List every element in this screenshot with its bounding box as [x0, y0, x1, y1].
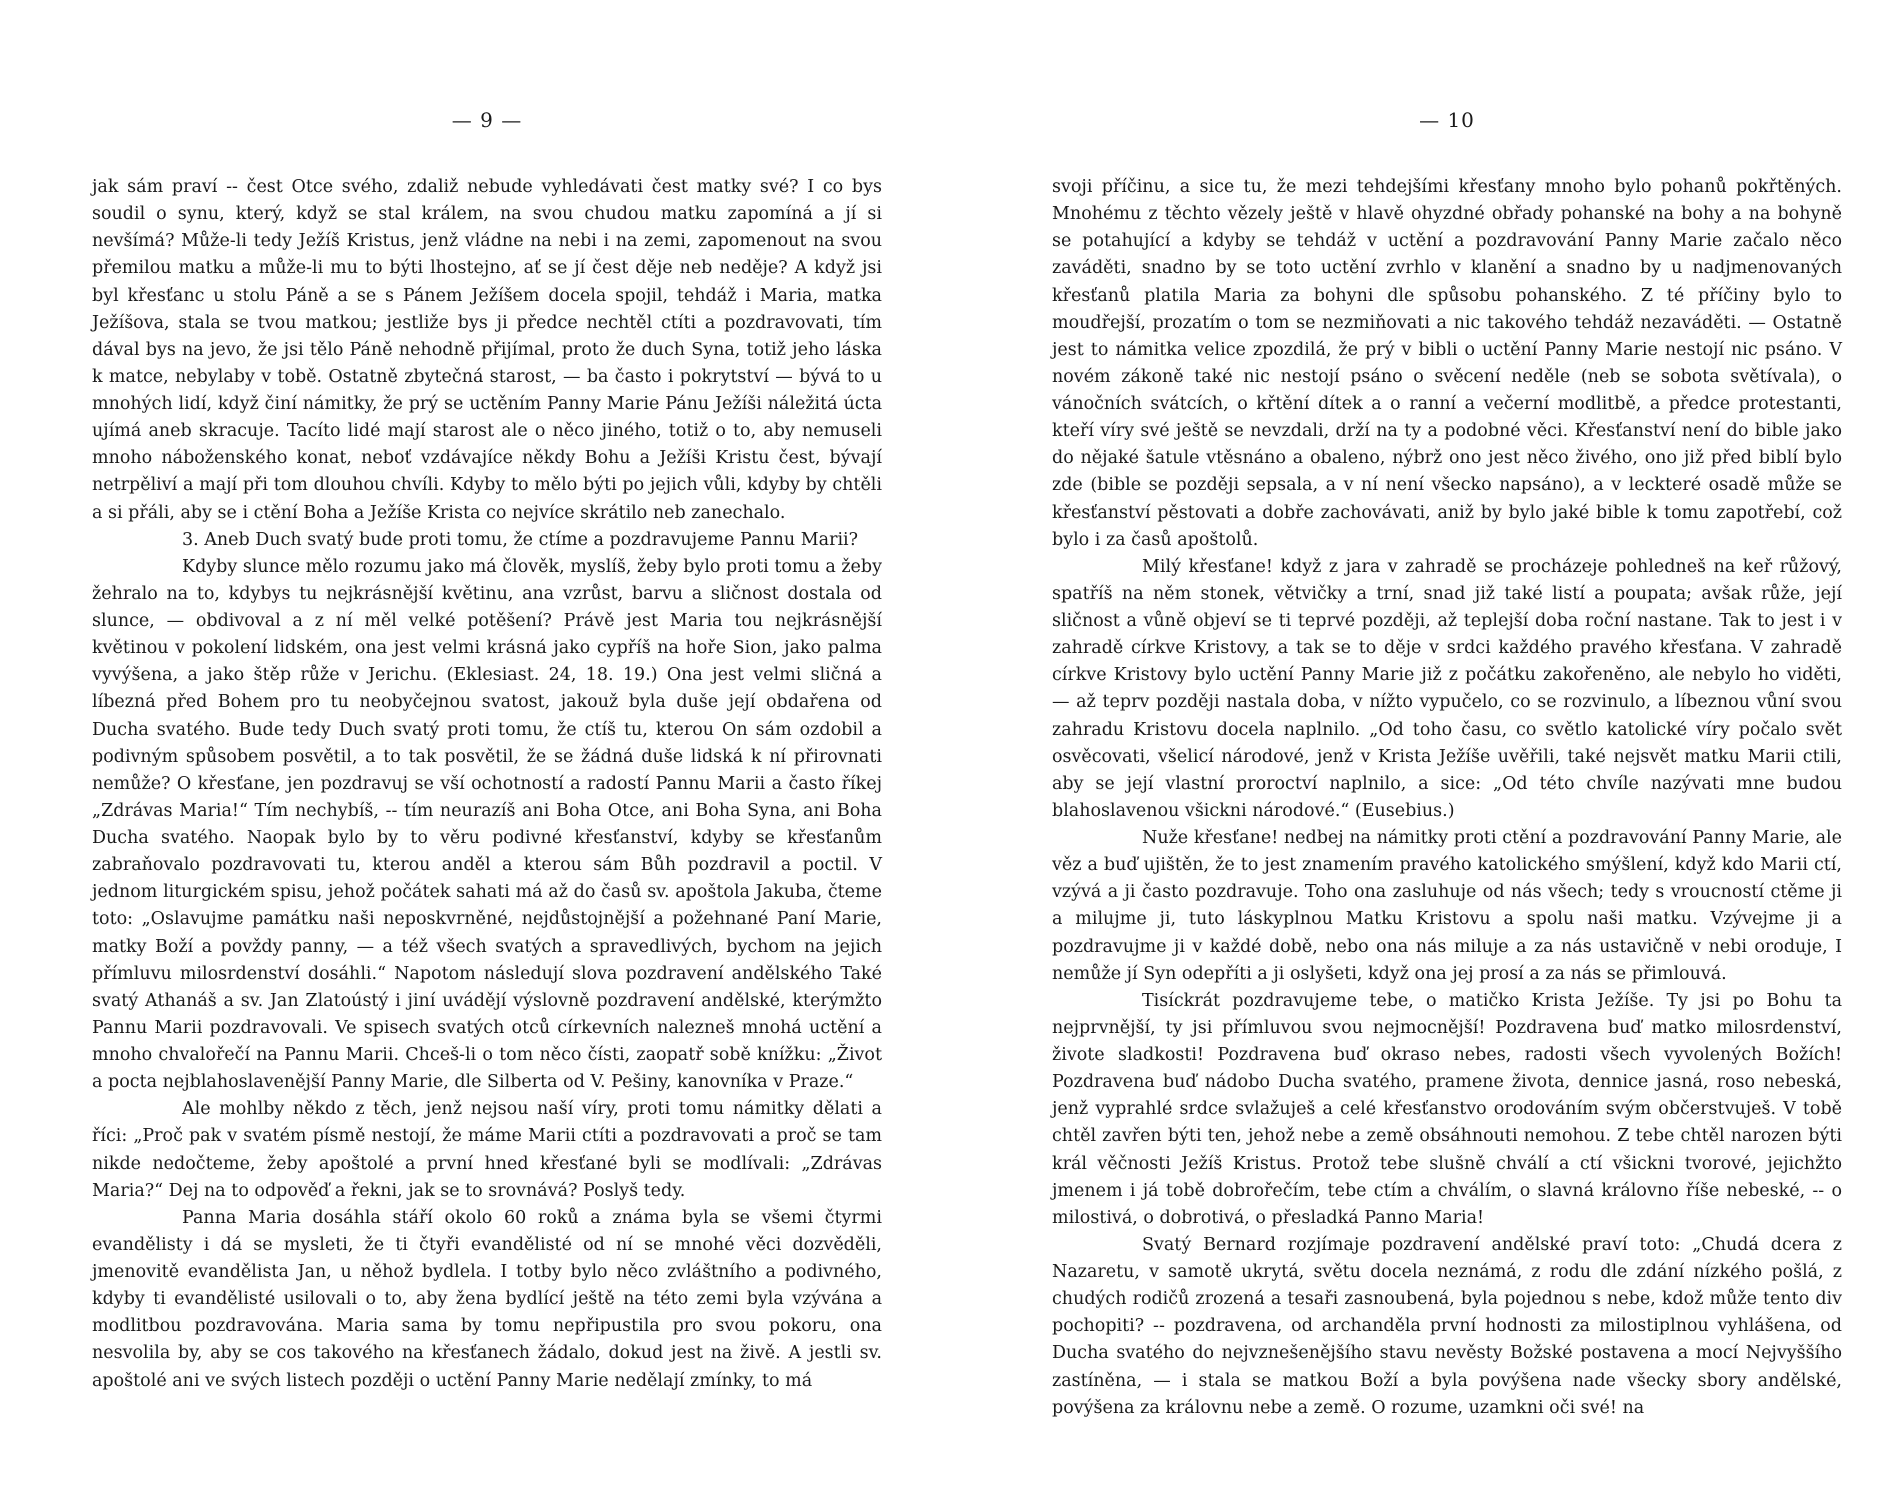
paragraph: 3. Aneb Duch svatý bude proti tomu, že ctíme a pozdravujeme Pannu Marii?	[182, 529, 859, 550]
page-number: — 10	[1419, 108, 1475, 132]
page-number: — 9 —	[451, 108, 523, 132]
right-page	[1052, 108, 1842, 1422]
page-body	[92, 174, 882, 1395]
left-page	[92, 108, 882, 1395]
paragraph: Kdyby slunce mělo rozumu jako má člověk, myslíš, žeby bylo proti tomu a žeby žehralo na to, kdybys tu nejkrásnější květinu, ana vzrůst, barvu a sličnost dostala od slunce, — obdivoval a z ní měl velké potěšení? Právě jest Maria tou nejkrásnější květinou v pokolení lidském, ona jest velmi krásná jako cypříš na hoře Sion, jako palma vyvýšena, a jako štěp růže v Jerichu. (Eklesiast. 24, 18. 19.) Ona jest velmi sličná a líbezná před Bohem pro tu neobyčejnou svatost, jakouž byla duše její obdařena od Ducha svatého. Bude tedy Duch svatý proti tomu, že ctíš tu, kterou On sám ozdobil a podivným spůsobem posvětil, a to tak posvětil, že se žádná duše lidská k ní přirovnati nemůže? O křesťane, jen pozdravuj se vší ochotností a radostí Pannu Marii a často říkej „Zdrávas Maria!“ Tím nechybíš, -- tím neurazíš ani Boha Otce, ani Boha Syna, ani Boha Ducha svatého. Naopak bylo by to věru podivné křesťanství, kdyby se křesťanům zabraňovalo pozdravovati tu, kterou anděl a kterou sám Bůh pozdravil a poctil. V jednom liturgickém spisu, jehož počátek sahati má až do časů sv. apoštola Jakuba, čteme toto: „Oslavujme památku naši neposkvrněné, nejdůstojnější a požehnané Paní Marie, matky Boží a povždy panny, — a též všech svatých a spravedlivých, bychom na jejich přímluvu milosrdenství dosáhli.“ Napotom následují slova pozdravení andělského Také svatý Athanáš a sv. Jan Zlatoústý i jiní uvádějí výslovně pozdravení andělské, kterýmžto Pannu Marii pozdravovali. Ve spisech svatých otců církevních nalezneš mnohá uctění a mnoho chvalořečí na Pannu Marii. Chceš-li o tom něco čísti, zaopatř sobě knížku: „Život a pocta nejblahoslavenější Panny Marie, dle Silberta od V. Pešiny, kanovníka v Praze.“	[92, 556, 882, 1093]
paragraph: jak sám praví -- čest Otce svého, zdaliž nebude vyhledávati čest matky své? I co bys soudil o synu, který, když se stal králem, na svou chudou matku zapomíná a jí si nevšímá? Může-li tedy Ježíš Kristus, jenž vládne na nebi i na zemi, zapomenout na svou přemilou matku a může-li mu to býti lhostejno, ať se jí čest děje neb neděje? A když jsi byl křesťanc u stolu Páně a se s Pánem Ježíšem docela spojil, tehdáž i Maria, matka Ježíšova, stala se tvou matkou; jestliže bys ji předce nechtěl ctíti a pozdravovati, tím dával bys na jevo, že jsi tělo Páně nehodně přijímal, proto že duch Syna, totiž jeho láska k matce, nebylaby v tobě. Ostatně zbytečná starost, — ba často i pokrytství — bývá to u mnohých lidí, když činí námitky, že prý se uctěním Panny Marie Pánu Ježíši náležitá úcta ujímá aneb skracuje. Tacíto lidé mají starost ale o něco jiného, totiž o to, aby nemuseli mnoho náboženského konat, neboť vzdávajíce někdy Bohu a Ježíši Kristu čest, bývají netrpěliví a mají při tom dlouhou chvíli. Kdyby to mělo býti po jejich vůli, kdyby by chtěli a si přáli, aby se i ctění Boha a Ježíše Krista co nejvíce skrátilo neb zanechalo.	[92, 177, 882, 523]
paragraph: Panna Maria dosáhla stáří okolo 60 roků a známa byla se všemi čtyrmi evandělisty i dá se mysleti, že ti čtyři evandělisté od ní se mnohé věci dozvěděli, jmenovitě evandělista Jan, u něhož bydlela. I totby bylo něco zvláštního a podivného, kdyby ti evandělisté usilovali o to, aby žena bydlící ještě na této zemi byla vzývána a modlitbou pozdravována. Maria sama by tomu nepřipustila pro svou pokoru, ona nesvolila by, aby se cos takového na křesťanech žádalo, dokud jest na živě. A jestli sv. apoštolé ani ve svých listech později o uctění Panny Marie nedělají zmínky, to má	[92, 1207, 882, 1391]
paragraph: Ale mohlby někdo z těch, jenž nejsou naší víry, proti tomu námitky dělati a říci: „Proč pak v svatém písmě nestojí, že máme Marii ctíti a pozdravovati a proč se tam nikde nedočteme, žeby apoštolé a první hned křesťané byli se modlívali: „Zdrávas Maria?“ Dej na to odpověď a řekni, jak se to srovnává? Poslyš tedy.	[92, 1099, 882, 1201]
page-body	[1052, 174, 1842, 1422]
paragraph: Svatý Bernard rozjímaje pozdravení andělské praví toto: „Chudá dcera z Nazaretu, v samotě ukrytá, světu docela neznámá, z rodu dle zdání nízkého pošlá, z chudých rodičů zrozená a tesaři zasnoubená, byla pojednou s nebe, kdož může tento div pochopiti? -- pozdravena, od archanděla první hodnosti za milostiplnou vyhlášena, od Ducha svatého do nejvznešenějšího stavu nevěsty Božské postavena a mocí Nejvyššího zastíněna, — i stala se matkou Boží a byla povýšena nade všecky sbory andělské, povýšena za královnu nebe a země. O rozume, uzamkni oči své! na	[1052, 1234, 1842, 1418]
paragraph: Tisíckrát pozdravujeme tebe, o matičko Krista Ježíše. Ty jsi po Bohu ta nejprvnější, ty jsi přímluvou svou nejmocnější! Pozdravena buď matko milosrdenství, živote sladkosti! Pozdravena buď okraso nebes, radosti všech vyvolených Božích! Pozdravena buď nádobo Ducha svatého, pramene života, dennice jasná, roso nebeská, jenž vyprahlé srdce svlažuješ a celé křesťanstvo orodováním svým občerstvuješ. V tobě chtěl zavřen býti ten, jehož nebe a země obsáhnouti nemohou. Z tebe chtěl narozen býti král věčnosti Ježíš Kristus. Protož tebe slušně chválí a ctí všickni tvorové, jejichžto jmenem i já tobě dobrořečím, tebe ctím a chválím, o slavná královno říše nebeské, -- o milostivá, o dobrotivá, o přesladká Panno Maria!	[1052, 990, 1842, 1228]
paragraph: svoji příčinu, a sice tu, že mezi tehdejšími křesťany mnoho bylo pohanů pokřtěných. Mnohému z těchto vězely ještě v hlavě ohyzdné obřady pohanské na bohy a na bohyně se potahující a kdyby se tehdáž v uctění a pozdravování Panny Marie začalo něco zaváděti, snadno by se toto uctění zvrhlo v klanění a snadno by u nadjmenovaných křesťanů platila Maria za bohyni dle spůsobu pohanského. Z té příčiny bylo to moudřejší, prozatím o tom se nezmiňovati a nic takového tehdáž nezaváděti. — Ostatně jest to námitka velice zpozdilá, že prý v bibli o uctění Panny Marie nestojí nic psáno. V novém zákoně také nic nestojí psáno o svěcení neděle (neb se sobota světívala), o vánočních svátcích, o křtění dítek a o ranní a večerní modlitbě, a předce protestanti, kteří víry své ještě se nevzdali, drží na ty a podobné věci. Křesťanství není do bible jako do nějaké šatule vtěsnáno a obaleno, nýbrž ono jest něco živého, ono již před biblí bylo zde (bible se později sepsala, a v ní není všecko napsáno), a v leckteré osadě může se křesťanství pěstovati a dobře zachovávati, aniž by bylo jaké bible k tomu zapotřebí, což bylo i za časů apoštolů.	[1052, 177, 1842, 550]
paragraph: Nuže křesťane! nedbej na námitky proti ctění a pozdravování Panny Marie, ale věz a buď ujištěn, že to jest znamením pravého katolického smýšlení, když kdo Marii ctí, vzývá a ji často pozdravuje. Toho ona zasluhuje od nás všech; tedy s vroucností ctěme ji a milujme ji, tuto láskyplnou Matku Kristovu a spolu naši matku. Vzývejme ji a pozdravujme ji v každé době, nebo ona nás miluje a za nás ustavičně v nebi oroduje, I nemůže jí Syn odepříti a ji oslyšeti, když ona jej prosí a za nás se přimlouvá.	[1052, 828, 1842, 984]
paragraph: Milý křesťane! když z jara v zahradě se procházeje pohledneš na keř růžový, spatříš na něm stonek, větvičky a trní, snad již také listí a poupata; avšak růže, její sličnost a vůně objeví se ti teprvé později, až teplejší doba roční nastane. Tak to jest i v zahradě církve Kristovy, a tak se to děje v srdci každého pravého křesťana. V zahradě církve Kristovy bylo uctění Panny Marie již z počátku zakořeněno, ale nebylo ho viděti, — až teprv později nastala doba, v nížto vypučelo, co se rozvinulo, a líbeznou vůní svou zahradu Kristovu docela naplnilo. „Od toho času, co světlo katolické víry počalo svět osvěcovati, všelicí národové, jenž v Krista Ježíše uvěřili, také nejsvět matku Marii ctili, aby se její vlastní proroctví naplnilo, a sice: „Od této chvíle nazývati mne budou blahoslavenou všickni národové.“ (Eusebius.)	[1052, 556, 1842, 821]
